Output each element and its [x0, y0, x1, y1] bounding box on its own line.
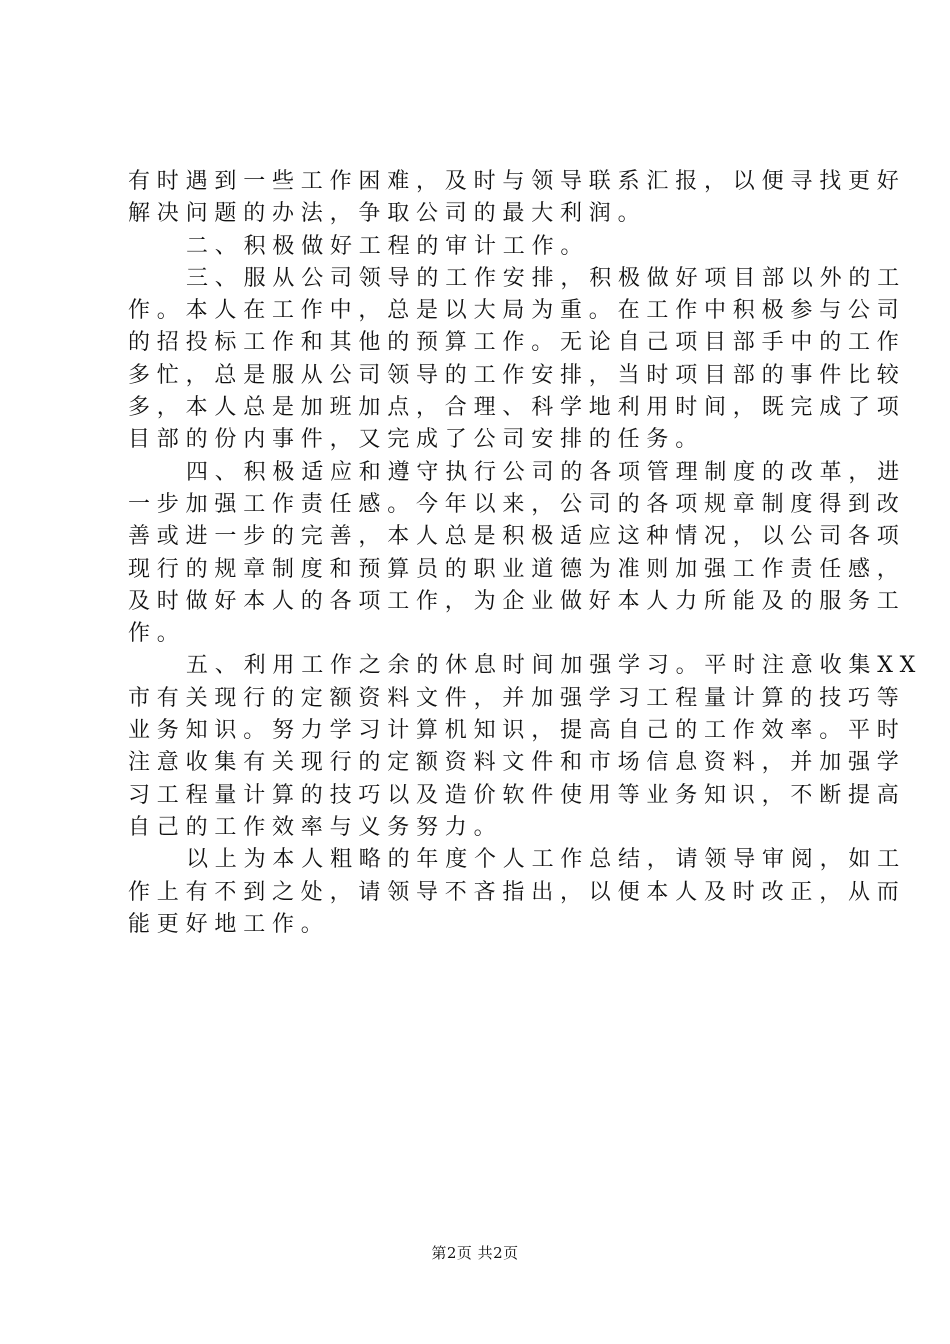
- text-line: 善或进一步的完善，本人总是积极适应这种情况，以公司各项: [128, 524, 906, 550]
- text-line: 一步加强工作责任感。今年以来，公司的各项规章制度得到改: [128, 491, 906, 517]
- text-line: 业务知识。努力学习计算机知识，提高自己的工作效率。平时: [128, 718, 906, 744]
- text-line: 多忙，总是服从公司领导的工作安排，当时项目部的事件比较: [128, 362, 906, 388]
- text-line: 的招投标工作和其他的预算工作。无论自己项目部手中的工作: [128, 330, 906, 356]
- text-line: 能更好地工作。: [128, 911, 330, 937]
- text-line: 作。: [128, 621, 186, 647]
- text-line: 及时做好本人的各项工作，为企业做好本人力所能及的服务工: [128, 588, 906, 614]
- text-line: 习工程量计算的技巧以及造价软件使用等业务知识，不断提高: [128, 782, 906, 808]
- page-number: 第2页 共2页: [431, 1244, 519, 1262]
- text-line: 作。本人在工作中，总是以大局为重。在工作中积极参与公司: [128, 298, 906, 324]
- text-line: 目部的份内事件，又完成了公司安排的任务。: [128, 427, 705, 453]
- text-line: 市有关现行的定额资料文件，并加强学习工程量计算的技巧等: [128, 685, 906, 711]
- text-line: 作上有不到之处，请领导不吝指出，以便本人及时改正，从而: [128, 879, 906, 905]
- page-footer: [0, 1243, 950, 1263]
- text-line: 有时遇到一些工作困难，及时与领导联系汇报，以便寻找更好: [128, 169, 906, 194]
- text-line: 注意收集有关现行的定额资料文件和市场信息资料，并加强学: [128, 750, 906, 776]
- text-line: 三、服从公司领导的工作安排，积极做好项目部以外的工: [186, 265, 907, 291]
- text-line: 解决问题的办法，争取公司的最大利润。: [128, 201, 647, 227]
- text-line: 多，本人总是加班加点，合理、科学地利用时间，既完成了项: [128, 395, 906, 421]
- text-line: 现行的规章制度和预算员的职业道德为准则加强工作责任感，: [128, 556, 906, 582]
- text-line: 以上为本人粗略的年度个人工作总结，请领导审阅，如工: [186, 847, 907, 873]
- text-line: 四、积极适应和遵守执行公司的各项管理制度的改革，进: [186, 459, 907, 485]
- text-line: 二、积极做好工程的审计工作。: [186, 233, 590, 259]
- text-line: 五、利用工作之余的休息时间加强学习。平时注意收集XX: [186, 653, 923, 679]
- body-text: [128, 166, 923, 941]
- text-line: 自己的工作效率与义务努力。: [128, 814, 503, 840]
